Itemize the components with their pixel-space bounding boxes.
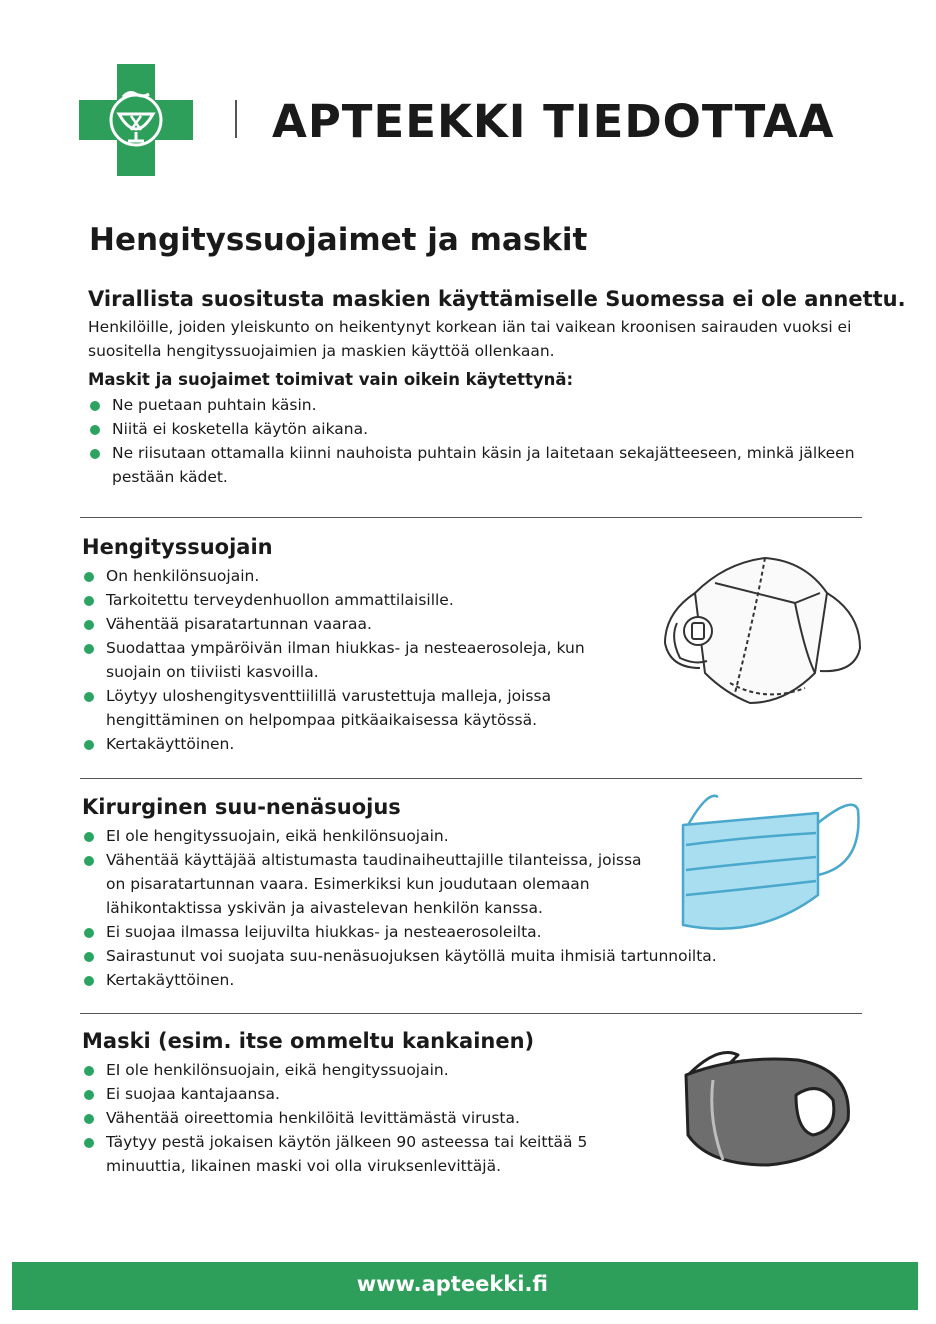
list-item: Vähentää oireettomia henkilöitä levittämästä virusta. [82, 1106, 642, 1130]
list-item: Tarkoitettu terveydenhuollon ammattilaisille. [82, 588, 602, 612]
footer-bar [12, 1262, 918, 1310]
intro-text: Henkilöille, joiden yleiskunto on heikentynyt korkean iän tai vaikean kroonisen sairauden vuoksi ei suositella hengityssuojaimien ja maskien käyttöä ollenkaan. [88, 318, 852, 360]
list-item: On henkilönsuojain. [82, 564, 602, 588]
list-item: Niitä ei kosketella käytön aikana. [88, 417, 868, 441]
list-item: Ne puetaan puhtain käsin. [88, 393, 868, 417]
website-link[interactable]: www.apteekki.fi [356, 1272, 548, 1296]
section-cloth-mask [82, 1026, 642, 1178]
list-item: Täytyy pestä jokaisen käytön jälkeen 90 asteessa tai keittää 5 minuuttia, likainen maski voi olla viruksenlevittäjä. [82, 1130, 642, 1178]
header-divider [235, 100, 237, 138]
section-title: Hengityssuojain [82, 535, 273, 559]
list-item: Suodattaa ympäröivän ilman hiukkas- ja nesteaerosoleja, kun suojain on tiiviisti kasvoilla. [82, 636, 602, 684]
section-divider [80, 517, 862, 518]
intro-block [88, 285, 906, 489]
list-item: Ei suojaa kantajaansa. [82, 1082, 642, 1106]
list-item: Ei suojaa ilmassa leijuvilta hiukkas- ja nesteaerosoleilta. [82, 920, 772, 944]
bullet-list [82, 564, 602, 756]
list-item: EI ole henkilönsuojain, eikä hengityssuojain. [82, 1058, 642, 1082]
brand-title: APTEEKKI TIEDOTTAA [272, 95, 835, 148]
cloth-mask-illustration [678, 1040, 858, 1170]
list-item: Sairastunut voi suojata suu-nenäsuojuksen käytöllä muita ihmisiä tartunnoilta. [82, 944, 772, 968]
intro-subheading: Maskit ja suojaimet toimivat vain oikein käytettynä: [88, 370, 574, 389]
list-item: EI ole hengityssuojain, eikä henkilönsuojain. [82, 824, 642, 848]
section-respirator [82, 532, 602, 756]
pharmacy-cross-logo [79, 64, 193, 176]
list-item: Vähentää käyttäjää altistumasta taudinaiheuttajille tilanteissa, joissa on pisaratartunnan vaara. Esimerkiksi kun joudutaan olemaan lähikontaktissa yskivän ja aivastelevan henkilön kanssa. [82, 848, 642, 920]
section-divider [80, 1013, 862, 1014]
list-item: Vähentää pisaratartunnan vaaraa. [82, 612, 602, 636]
list-item: Kertakäyttöinen. [82, 968, 772, 992]
intro-bullet-list [88, 393, 868, 489]
section-divider [80, 778, 862, 779]
section-title: Maski (esim. itse ommeltu kankainen) [82, 1029, 535, 1053]
respirator-mask-illustration [655, 553, 865, 713]
list-item: Ne riisutaan ottamalla kiinni nauhoista puhtain käsin ja laitetaan sekajätteeseen, minkä jälkeen pestään kädet. [88, 441, 868, 489]
bullet-list [82, 1058, 642, 1178]
list-item: Löytyy uloshengitysventtiilillä varustettuja malleja, joissa hengittäminen on helpompaa pitkäaikaisessa käytössä. [82, 684, 602, 732]
list-item: Kertakäyttöinen. [82, 732, 602, 756]
intro-heading: Virallista suositusta maskien käyttämiselle Suomessa ei ole annettu. [88, 287, 906, 311]
section-title: Kirurginen suu-nenäsuojus [82, 795, 401, 819]
surgical-mask-illustration [668, 785, 864, 945]
page-title: Hengityssuojaimet ja maskit [89, 222, 588, 258]
